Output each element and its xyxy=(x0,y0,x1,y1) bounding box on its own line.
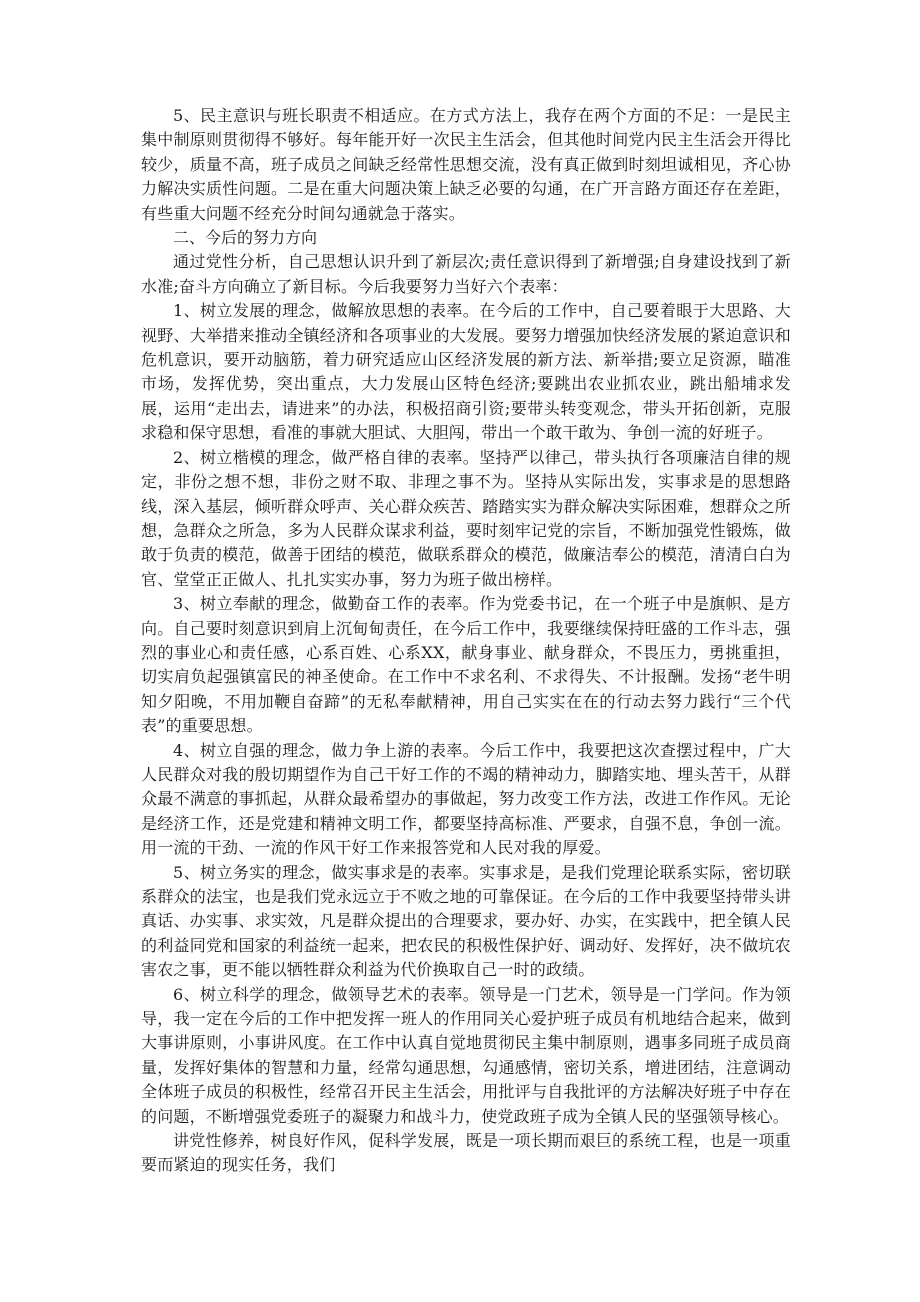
paragraph-party-analysis-intro: 通过党性分析，自己思想认识升到了新层次;责任意识得到了新增强;自身建设找到了新水准;奋斗方向确立了新目标。今后我要努力当好六个表率： xyxy=(141,252,791,296)
section-heading-future-direction: 二、今后的努力方向 xyxy=(173,228,318,248)
paragraph-closing: 讲党性修养，树良好作风，促科学发展，既是一项长期而艰巨的系统工程，也是一项重要而紧迫的现实任务，我们 xyxy=(141,1131,791,1175)
paragraph-democracy-awareness: 5、民主意识与班长职责不相适应。在方式方法上，我存在两个方面的不足：一是民主集中制原则贯彻得不够好。每年能开好一次民主生活会，但其他时间党内民主生活会开得比较少，质量不高，班子成员之间缺乏经常性思想交流，没有真正做到时刻坦诚相见，齐心协力解决实质性问题。二是在重大问题决策上缺乏必要的勾通，在广开言路方面还存在差距，有些重大问题不经充分时间勾通就急于落实。 xyxy=(141,106,791,223)
paragraph-item-5-pragmatism: 5、树立务实的理念，做实事求是的表率。实事求是，是我们党理论联系实际，密切联系群众的法宝，也是我们党永远立于不败之地的可靠保证。在今后的工作中我要坚持带头讲真话、办实事、求实效，凡是群众提出的合理要求，要办好、办实，在实践中，把全镇人民的利益同党和国家的利益统一起来，把农民的积极性保护好、调动好、发挥好，决不做坑农害农之事，更不能以牺牲群众利益为代价换取自己一时的政绩。 xyxy=(141,862,791,980)
paragraph-item-1-development: 1、树立发展的理念，做解放思想的表率。在今后的工作中，自己要着眼于大思路、大视野、大举措来推动全镇经济和各项事业的大发展。要努力增强加快经济发展的紧迫意识和危机意识，要开动脑筋，着力研究适应山区经济发展的新方法、新举措;要立足资源，瞄准市场，发挥优势，突出重点，大力发展山区特色经济;要跳出农业抓农业，跳出船埔求发展，运用“走出去，请进来”的办法，积极招商引资;要带头转变观念，带头开拓创新，克服求稳和保守思想，看准的事就大胆试、大胆闯，带出一个敢干敢为、争创一流的好班子。 xyxy=(141,301,791,443)
paragraph-item-4-self-improvement: 4、树立自强的理念，做力争上游的表率。今后工作中，我要把这次查摆过程中，广大人民群众对我的殷切期望作为自己干好工作的不竭的精神动力，脚踏实地、埋头苦干，从群众最不满意的事抓起，从群众最希望办的事做起，努力改变工作方法，改进工作作风。无论是经济工作，还是党建和精神文明工作，都要坚持高标准、严要求，自强不息，争创一流。用一流的干劲、一流的作风干好工作来报答党和人民对我的厚爱。 xyxy=(141,740,791,858)
paragraph-item-3-dedication: 3、树立奉献的理念，做勤奋工作的表率。作为党委书记，在一个班子中是旗帜、是方向。自己要时刻意识到肩上沉甸甸责任，在今后工作中，我要继续保持旺盛的工作斗志，强烈的事业心和责任感，心系百姓、心系XX，献身事业、献身群众，不畏压力，勇挑重担，切实肩负起强镇富民的神圣使命。在工作中不求名利、不求得失、不计报酬。发扬“老牛明知夕阳晚，不用加鞭自奋蹄”的无私奉献精神，用自己实实在在的行动去努力践行“三个代表”的重要思想。 xyxy=(141,594,791,736)
paragraph-item-6-science: 6、树立科学的理念，做领导艺术的表率。领导是一门艺术，领导是一门学问。作为领导，我一定在今后的工作中把发挥一班人的作用同关心爱护班子成员有机地结合起来，做到大事讲原则，小事讲风度。在工作中认真自觉地贯彻民主集中制原则，遇事多同班子成员商量，发挥好集体的智慧和力量，经常勾通思想，勾通感情，密切关系，增进团结，注意调动全体班子成员的积极性，经常召开民主生活会，用批评与自我批评的方法解决好班子中存在的问题，不断增强党委班子的凝聚力和战斗力，使党政班子成为全镇人民的坚强领导核心。 xyxy=(141,984,791,1126)
document-body xyxy=(141,104,791,1178)
paragraph-item-2-role-model: 2、树立楷模的理念，做严格自律的表率。坚持严以律己，带头执行各项廉洁自律的规定，非份之想不想，非份之财不取、非理之事不为。坚持从实际出发，实事求是的思想路线，深入基层，倾听群众呼声、关心群众疾苦、踏踏实实为群众解决实际困难，想群众之所想，急群众之所急，多为人民群众谋求利益，要时刻牢记党的宗旨，不断加强党性锻炼，做敢于负责的模范，做善于团结的模范，做联系群众的模范，做廉洁奉公的模范，清清白白为官、堂堂正正做人、扎扎实实办事，努力为班子做出榜样。 xyxy=(141,447,791,589)
